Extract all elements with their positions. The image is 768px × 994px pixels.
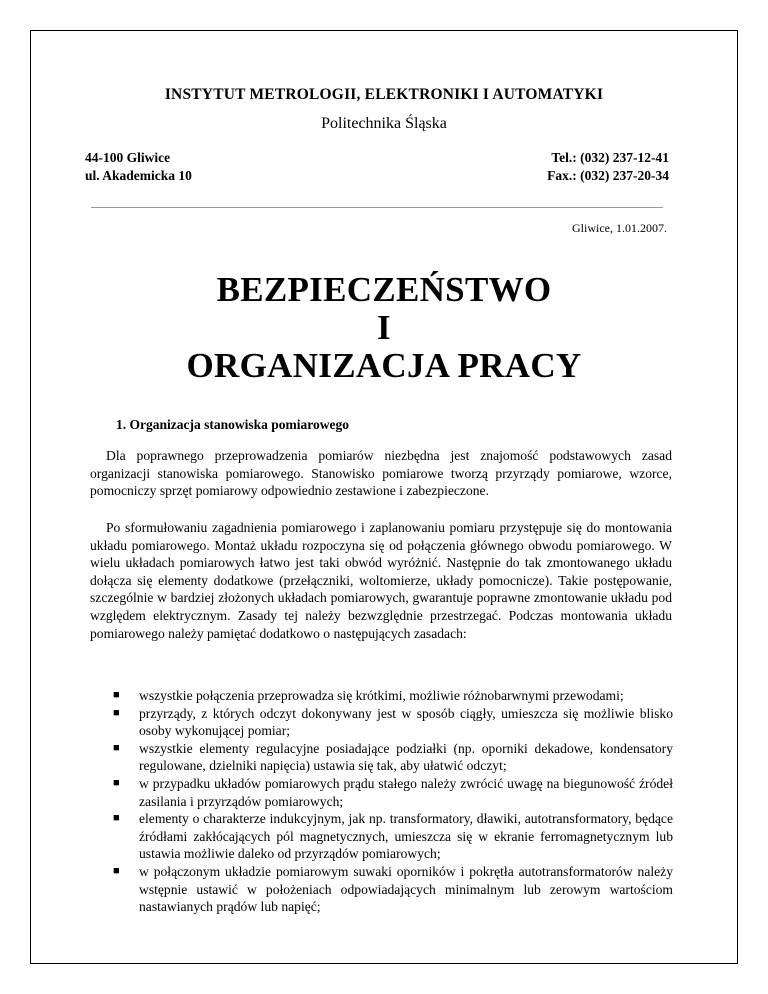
title-line-2: I	[377, 308, 391, 347]
list-item	[113, 775, 673, 810]
postal-address	[85, 149, 192, 185]
bullet-square-icon: ■	[113, 741, 120, 754]
paragraph-2: Po sformułowaniu zagadnienia pomiarowego i zaplanowaniu pomiaru przystępuje się do montowania układu pomiarowego. Montaż układu rozpoczyna się od połączenia głównego obwodu pomiarowego. W wielu układach pomiarowych łatwo jest taki obwód wyróżnić. Następnie do tak zmontowanego układu dołącza się elementy dodatkowe (przełączniki, woltomierze, układy pomocnicze). Takie postępowanie, szczególnie w bardziej złożonych układach pomiarowych, gwarantuje poprawne zmontowanie układu pod względem elektrycznym. Zasady tej należy bezwzględnie przestrzegać. Podczas montowania układu pomiarowego należy pamiętać dodatkowo o następujących zasadach:	[90, 520, 672, 641]
list-item	[113, 863, 673, 916]
institute-name: INSTYTUT METROLOGII, ELEKTRONIKI I AUTOMATYKI	[164, 86, 604, 103]
list-item-text: przyrządy, z których odczyt dokonywany jest w sposób ciągły, umieszcza się możliwie blisko osoby wykonującej pomiar;	[139, 705, 673, 739]
title-line-3: ORGANIZACJA PRACY	[186, 346, 582, 385]
list-item-text: w połączonym układzie pomiarowym suwaki oporników i pokrętła autotransformatorów należy wstępnie ustawić w położeniach odpowiadających minimalnym lub zerowym wartościom nastawianych prądów lub napięć;	[139, 863, 673, 915]
list-item-text: w przypadku układów pomiarowych prądu stałego należy zwrócić uwagę na biegunowość źródeł zasilania i przyrządów pomiarowych;	[139, 775, 673, 809]
contact-numbers	[547, 149, 669, 185]
list-item	[113, 687, 673, 705]
address-street: ul. Akademicka 10	[85, 168, 192, 183]
university-name: Politechnika Śląska	[321, 115, 447, 132]
list-item-text: wszystkie elementy regulacyjne posiadające podziałki (np. oporniki dekadowe, kondensatory regulowane, dzielniki napięcia) ustawia się tak, aby ułatwić odczyt;	[139, 740, 673, 774]
list-item	[113, 740, 673, 775]
title-line-1: BEZPIECZEŃSTWO	[216, 270, 552, 309]
header-divider	[91, 207, 663, 208]
document-date: Gliwice, 1.01.2007.	[572, 221, 667, 235]
list-item	[113, 810, 673, 863]
list-item-text: elementy o charakterze indukcyjnym, jak np. transformatory, dławiki, autotransformatory, będące źródłami zakłócających pól magnetycznych, umieszcza się w ekranie ferromagnetycznym lub ustawia możliwie daleko od przyrządów pomiarowych;	[139, 811, 673, 862]
bullet-square-icon: ■	[113, 706, 120, 719]
address-city: 44-100 Gliwice	[85, 150, 171, 165]
bullet-square-icon: ■	[113, 812, 120, 825]
rules-list	[113, 687, 673, 916]
list-item-text: wszystkie połączenia przeprowadza się krótkimi, możliwie różnobarwnymi przewodami;	[139, 688, 624, 703]
telephone-number: Tel.: (032) 237-12-41	[551, 150, 669, 165]
section-heading: 1. Organizacja stanowiska pomiarowego	[116, 417, 349, 432]
bullet-square-icon: ■	[113, 776, 120, 789]
list-item	[113, 705, 673, 740]
document-page	[30, 30, 738, 964]
document-title	[31, 271, 737, 385]
bullet-square-icon: ■	[113, 689, 120, 701]
fax-number: Fax.: (032) 237-20-34	[547, 168, 669, 183]
bullet-square-icon: ■	[113, 864, 120, 877]
paragraph-1: Dla poprawnego przeprowadzenia pomiarów niezbędna jest znajomość podstawowych zasad organizacji stanowiska pomiarowego. Stanowisko pomiarowe tworzą przyrządy pomiarowe, wzorce, pomocniczy sprzęt pomiarowy odpowiednio zestawione i zabezpieczone.	[90, 448, 672, 499]
